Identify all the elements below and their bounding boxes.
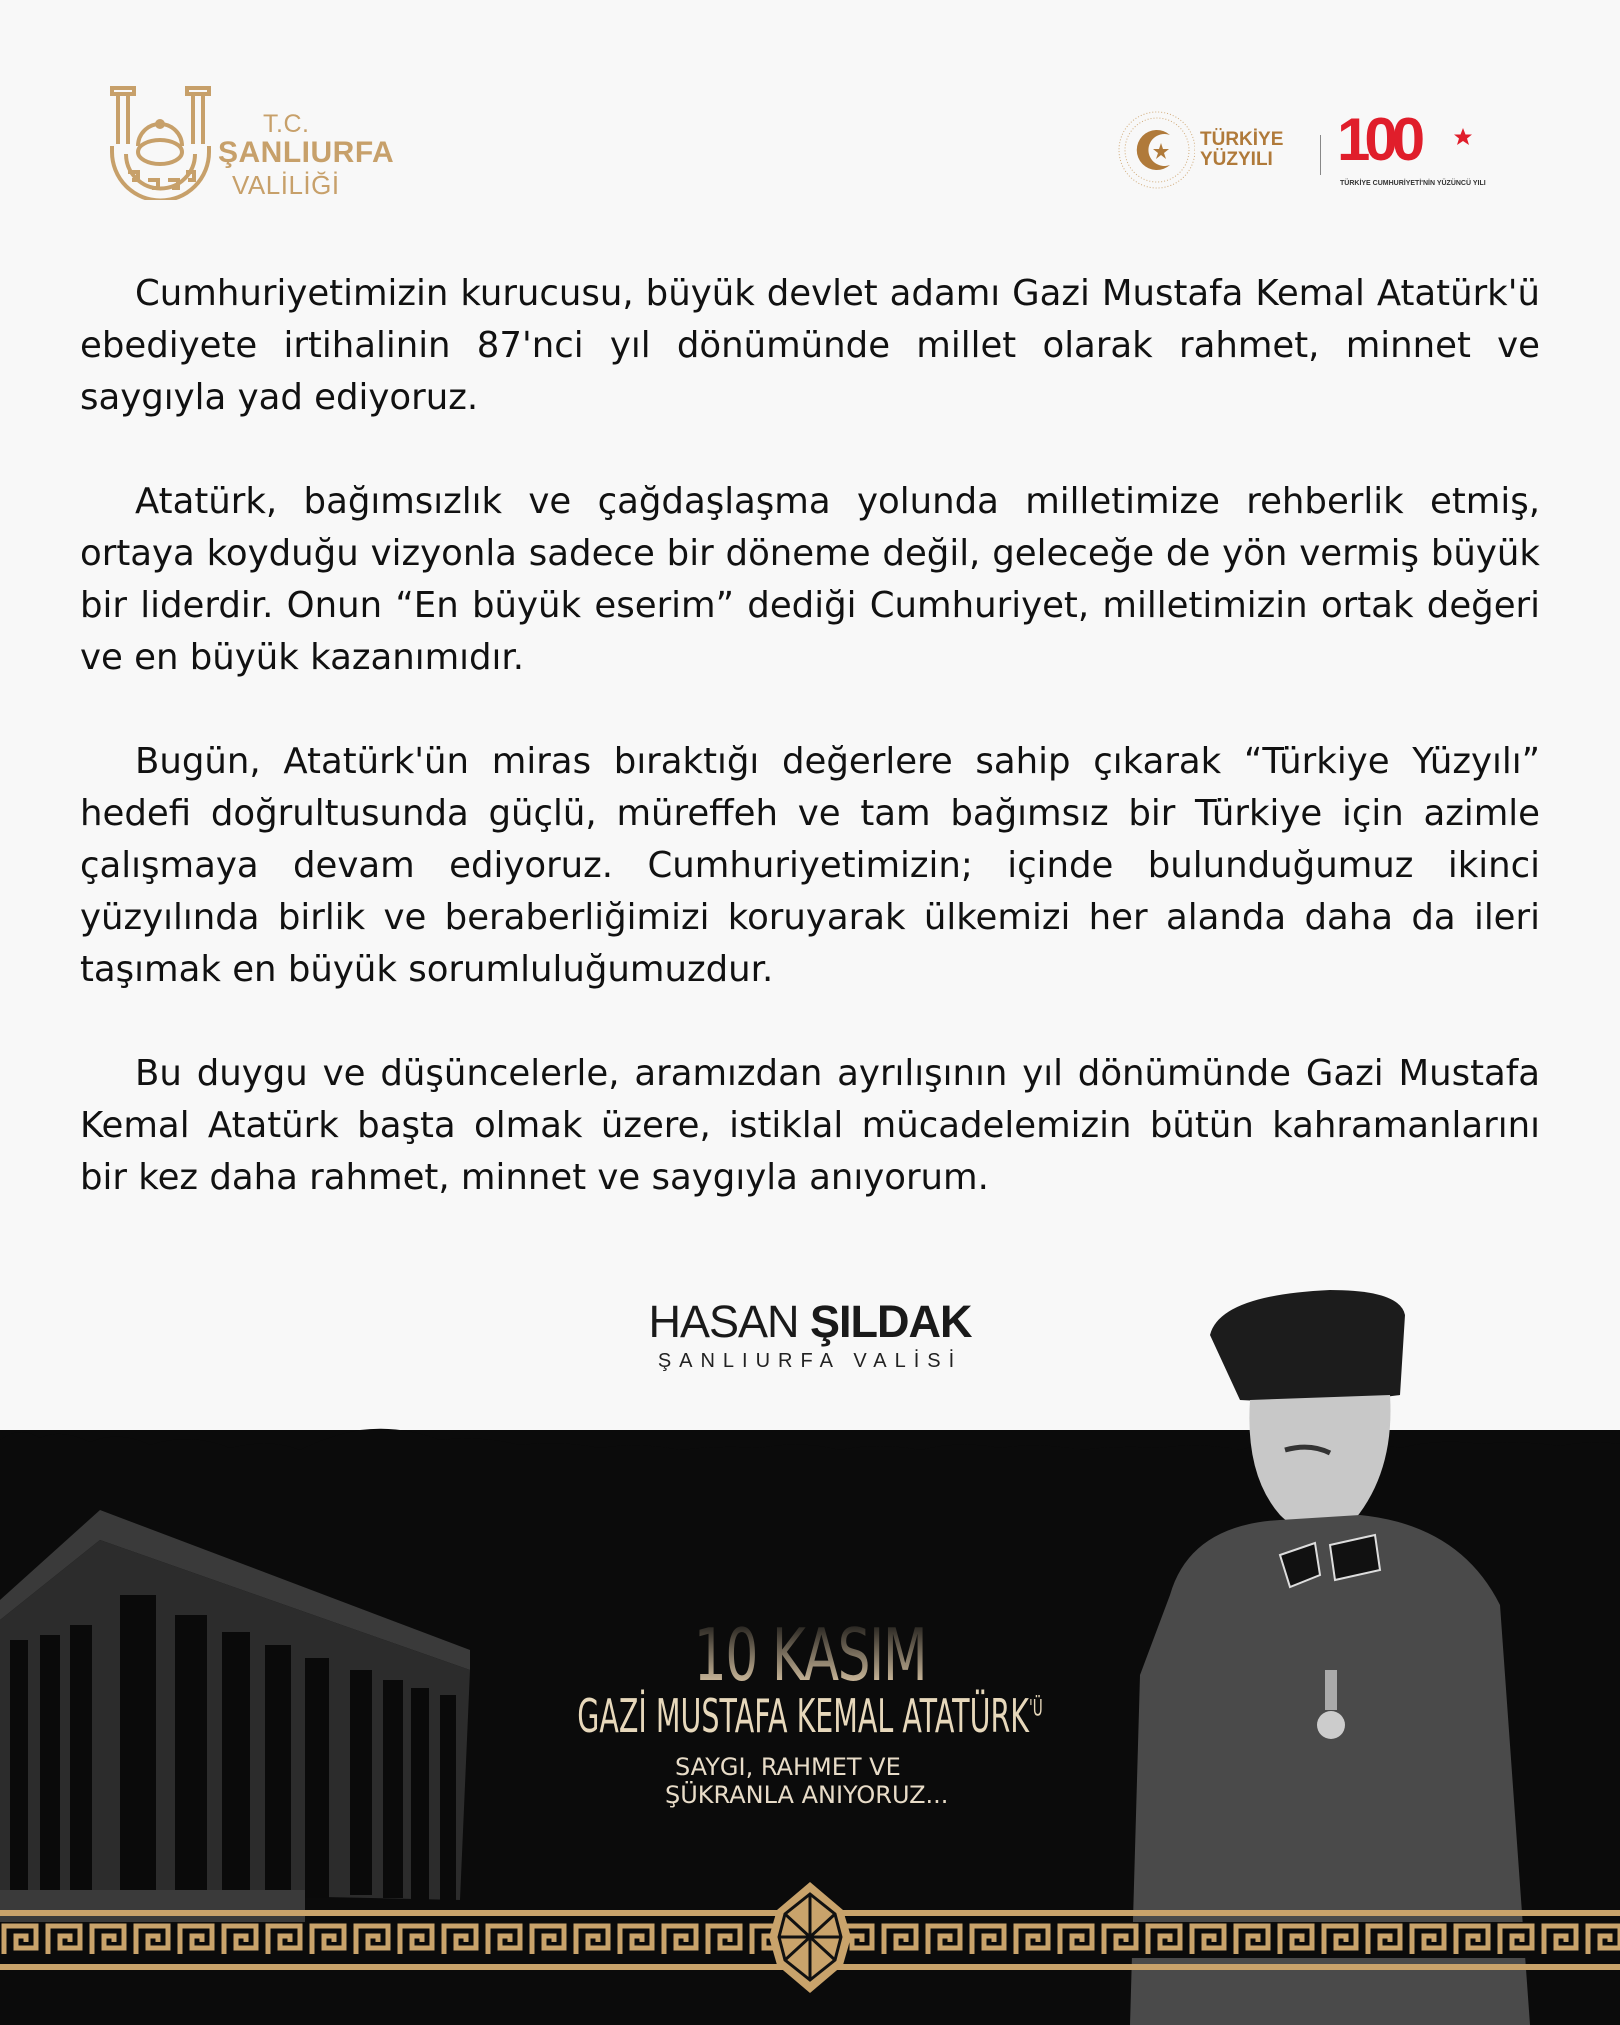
signature-block xyxy=(600,1296,1020,1373)
logo-city-text: ŞANLIURFA xyxy=(218,136,395,169)
centennial-100-mark: 100 xyxy=(1337,106,1420,173)
turkiye-yuzyili-text: TÜRKİYE YÜZYILI xyxy=(1200,129,1284,170)
logo-tc-text: T.C. xyxy=(263,110,310,138)
governor-title: ŞANLIURFA VALİSİ xyxy=(657,1350,963,1372)
centennial-caption: TÜRKİYE CUMHURİYETİ'NİN YÜZÜNCÜ YILI xyxy=(1340,180,1486,187)
memorial-name: GAZİ MUSTAFA KEMAL $ATATÜRK^{'Ü}$ xyxy=(577,1689,1043,1743)
rosette-ornament-icon xyxy=(765,1880,855,1995)
paragraph-1: Cumhuriyetimizin kurucusu, büyük devlet adamı Gazi Mustafa Kemal Atatürk'ü ebediyete irtihalinin 87'nci yıl dönümünde millet olarak rahmet, minnet ve saygıyla yad ediyoruz. xyxy=(80,273,1540,418)
condolence-message xyxy=(80,268,1540,1256)
paragraph-3: Bugün, Atatürk'ün miras bıraktığı değerlere sahip çıkarak “Türkiye Yüzyılı” hedefi doğrultusunda güçlü, müreffeh ve tam bağımsız bir Türkiye için azimle çalışmaya devam ediyoruz. Cumhuriyetimizin; içinde bulunduğumuz ikinci yüzyılında birlik ve beraberliğimizi koruyarak ülkemizi her alanda daha da ileri taşımak en büyük sorumluluğumuzdur. xyxy=(80,741,1540,990)
governor-name: HASAN ŞILDAK xyxy=(648,1296,972,1347)
anitkabir-mausoleum-image xyxy=(0,1510,560,1940)
memorial-tagline: SAYGI, RAHMET VE ŞÜKRANLA ANIYORUZ... xyxy=(665,1753,949,1809)
sanliurfa-emblem-icon xyxy=(108,84,213,200)
paragraph-4: Bu duygu ve düşüncelerle, aramızdan ayrılışının yıl dönümünde Gazi Mustafa Kemal Atatürk başta olmak üzere, istiklal mücadelemizin bütün kahramanlarını bir kez daha rahmet, minnet ve saygıyla anıyorum. xyxy=(80,1053,1540,1198)
turkiye-yuzyili-logo xyxy=(1115,105,1486,195)
turkiye-yuzyili-emblem-icon xyxy=(1115,105,1195,195)
logo-governorship-text: VALİLİĞİ xyxy=(232,170,340,200)
memorial-date: 10 KASIM xyxy=(630,1615,990,1695)
star-icon xyxy=(1453,127,1473,147)
sanliurfa-valiligi-logo xyxy=(108,84,395,200)
paragraph-2: Atatürk, bağımsızlık ve çağdaşlaşma yolunda milletimize rehberlik etmiş, ortaya koyduğu vizyonla sadece bir döneme değil, geleceğe de yön vermiş büyük bir liderdir. Onun “En büyük eserim” dediği Cumhuriyet, milletimizin ortak değeri ve en büyük kazanımıdır. xyxy=(80,481,1540,678)
memorial-headline xyxy=(560,1615,1060,1809)
logo-divider xyxy=(1320,135,1321,175)
